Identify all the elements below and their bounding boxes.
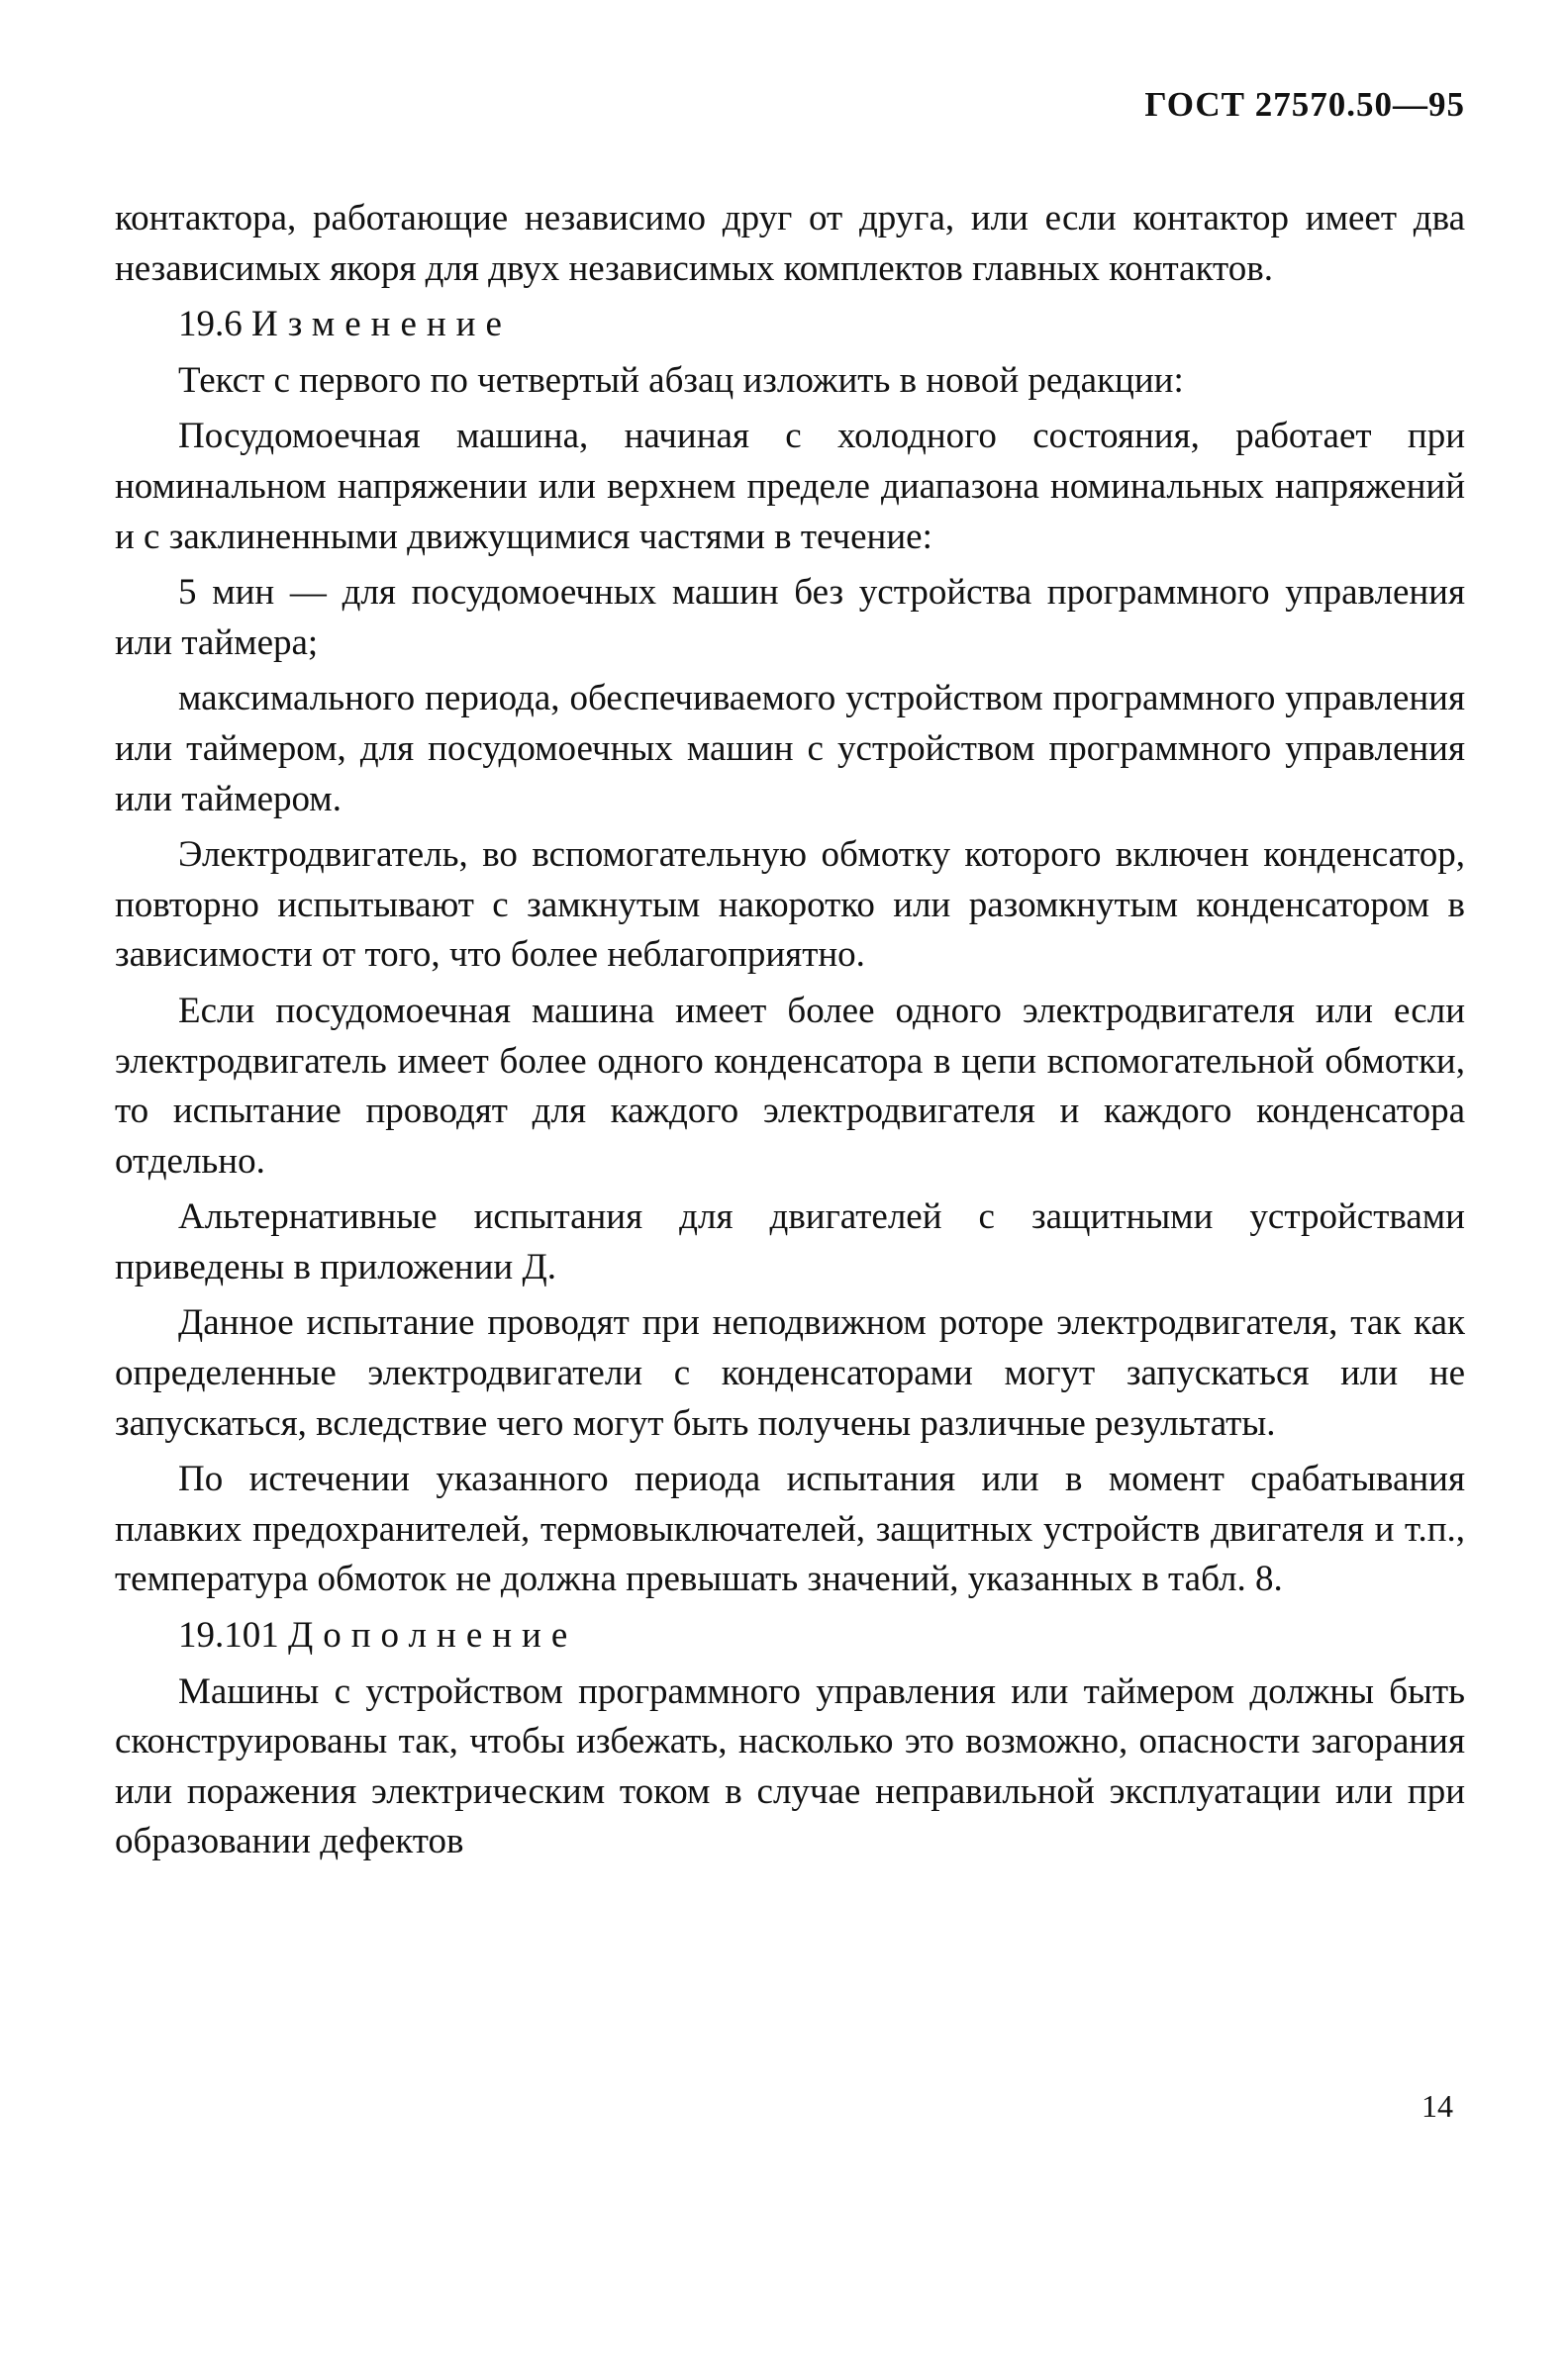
section-heading-19-101: [115, 1611, 1465, 1662]
section-number: 19.6: [178, 304, 243, 345]
paragraph: 5 мин — для посудомоечных машин без устройства программного управления или таймера;: [115, 572, 1465, 663]
paragraph: максимального периода, обеспечиваемого устройством программного управления или таймером, для посудомоечных машин с устройством программного управления или таймером.: [115, 678, 1465, 819]
paragraph: Альтернативные испытания для двигателей с защитными устройствами приведены в приложении Д.: [115, 1196, 1465, 1287]
standard-header: ГОСТ 27570.50—95: [1144, 85, 1465, 124]
body-text: [115, 194, 1465, 1873]
section-heading-19-6: [115, 300, 1465, 350]
paragraph: Данное испытание проводят при неподвижном роторе электродвигателя, так как определенные электродвигатели с конденсаторами могут запускаться или не запускаться, вследствие чего могут быть получены различные результаты.: [115, 1302, 1465, 1444]
section-title: Изменение: [251, 304, 512, 345]
page-number: 14: [1421, 2088, 1453, 2124]
section-title: Дополнение: [288, 1615, 578, 1657]
paragraph: Машины с устройством программного управления или таймером должны быть сконструированы так, чтобы избежать, насколько это возможно, опасности загорания или поражения электрическим током в случае неправильной эксплуатации или при образовании дефектов: [115, 1670, 1465, 1862]
paragraph-continuation: контактора, работающие независимо друг от друга, или если контактор имеет два независимых якоря для двух независимых комплектов главных контактов.: [115, 198, 1465, 289]
paragraph: По истечении указанного периода испытания или в момент срабатывания плавких предохранителей, термовыключателей, защитных устройств двигателя и т.п., температура обмоток не должна превышать значений, указанных в табл. 8.: [115, 1459, 1465, 1600]
paragraph: Если посудомоечная машина имеет более одного электродвигателя или если электродвигатель имеет более одного конденсатора в цепи вспомогательной обмотки, то испытание проводят для каждого электродвигателя и каждого конденсатора отдельно.: [115, 990, 1465, 1182]
paragraph: Посудомоечная машина, начиная с холодного состояния, работает при номинальном напряжении или верхнем пределе диапазона номинальных напряжений и с заклиненными движущимися частями в течение:: [115, 416, 1465, 557]
section-number: 19.101: [178, 1615, 279, 1657]
paragraph: Текст с первого по четвертый абзац изложить в новой редакции:: [178, 359, 1184, 401]
paragraph: Электродвигатель, во вспомогательную обмотку которого включен конденсатор, повторно испытывают с замкнутым накоротко или разомкнутым конденсатором в зависимости от того, что более неблагоприятно.: [115, 834, 1465, 976]
